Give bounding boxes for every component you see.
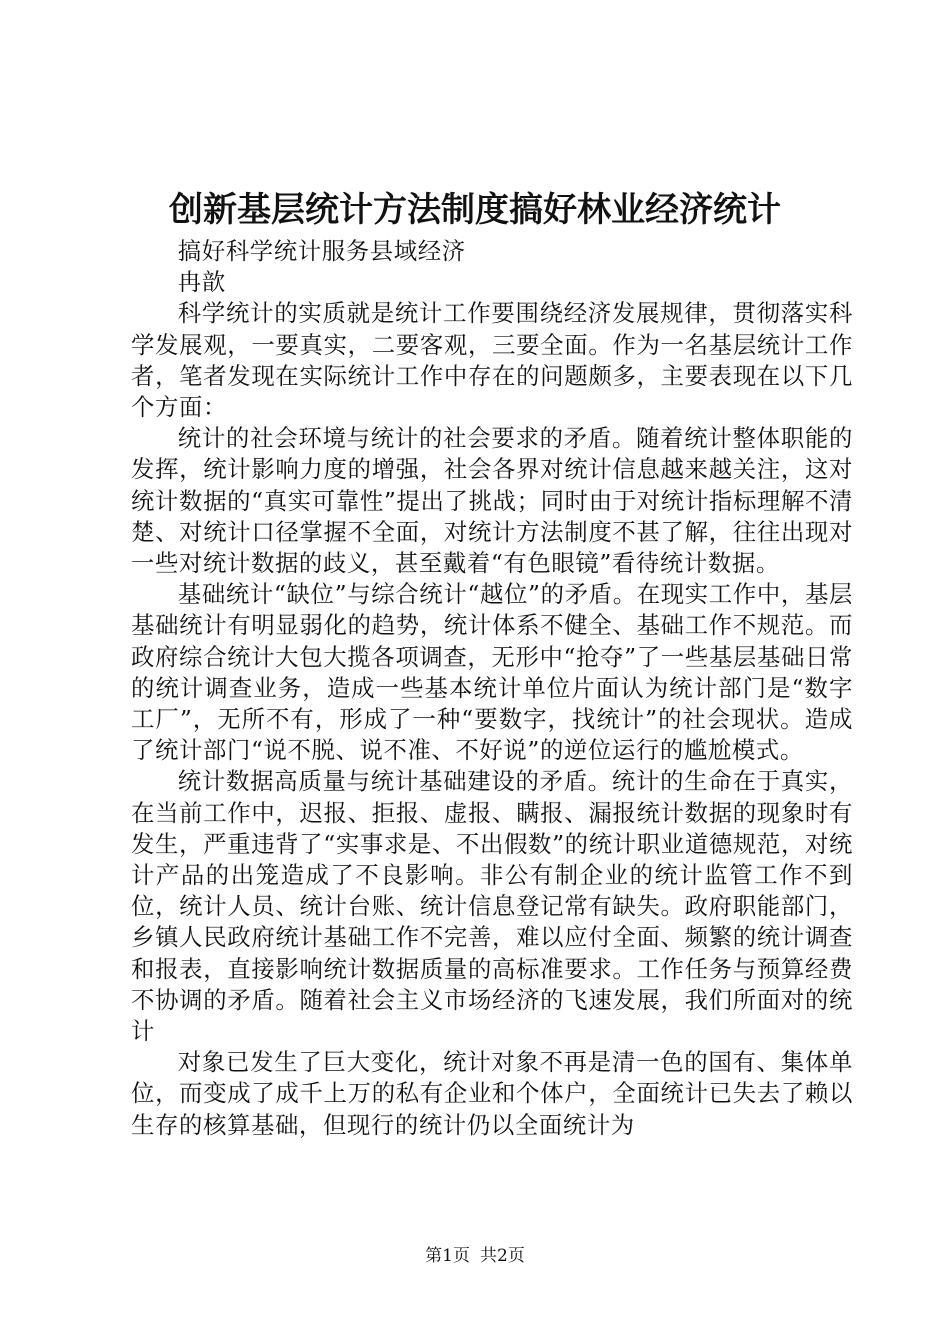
author-paragraph: 冉歆 — [177, 268, 226, 297]
page-footer — [0, 1244, 950, 1268]
page-number-total: 共2页 — [480, 1246, 525, 1266]
subtitle-paragraph: 搞好科学统计服务县域经济 — [177, 237, 466, 265]
document-title: 创新基层统计方法制度搞好林业经济统计 — [169, 190, 781, 230]
body-paragraph: 基础统计“缺位”与综合统计“越位”的矛盾。在现实工作中，基层基础统计有明显弱化的趋势，统计体系不健全、基础工作不规范。而政府综合统计大包大揽各项调查，无形中“抢夺”了一些基层基础日常的统计调查业务，造成一些基本统计单位片面认为统计部门是“数字工厂”，无所不有，形成了一种“要数字，找统计”的社会现状。造成了统计部门“说不脱、说不准、不好说”的逆位运行的尴尬模式。 — [131, 580, 853, 765]
body-paragraph: 统计的社会环境与统计的社会要求的矛盾。随着统计整体职能的发挥，统计影响力度的增强，社会各界对统计信息越来越关注，这对统计数据的“真实可靠性”提出了挑战；同时由于对统计指标理解不清楚、对统计口径掌握不全面，对统计方法制度不甚了解，往往出现对一些对统计数据的歧义，甚至戴着“有色眼镜”看待统计数据。 — [131, 424, 853, 578]
page-number-current: 第1页 — [425, 1246, 470, 1266]
body-paragraph: 统计数据高质量与统计基础建设的矛盾。统计的生命在于真实，在当前工作中，迟报、拒报、虚报、瞒报、漏报统计数据的现象时有发生，严重违背了“实事求是、不出假数”的统计职业道德规范，对统计产品的出笼造成了不良影响。非公有制企业的统计监管工作不到位，统计人员、统计台账、统计信息登记常有缺失。政府职能部门，乡镇人民政府统计基础工作不完善，难以应付全面、频繁的统计调查和报表，直接影响统计数据质量的高标准要求。工作任务与预算经费不协调的矛盾。随着社会主义市场经济的飞速发展，我们所面对的统计 — [131, 767, 853, 1046]
body-paragraph: 科学统计的实质就是统计工作要围绕经济发展规律，贯彻落实科学发展观，一要真实，二要客观，三要全面。作为一名基层统计工作者，笔者发现在实际统计工作中存在的问题颇多，主要表现在以下几个方面： — [131, 299, 853, 422]
body-paragraph: 对象已发生了巨大变化，统计对象不再是清一色的国有、集体单位，而变成了成千上万的私有企业和个体户，全面统计已失去了赖以生存的核算基础，但现行的统计仍以全面统计为 — [131, 1048, 853, 1139]
document-body — [131, 236, 853, 1141]
